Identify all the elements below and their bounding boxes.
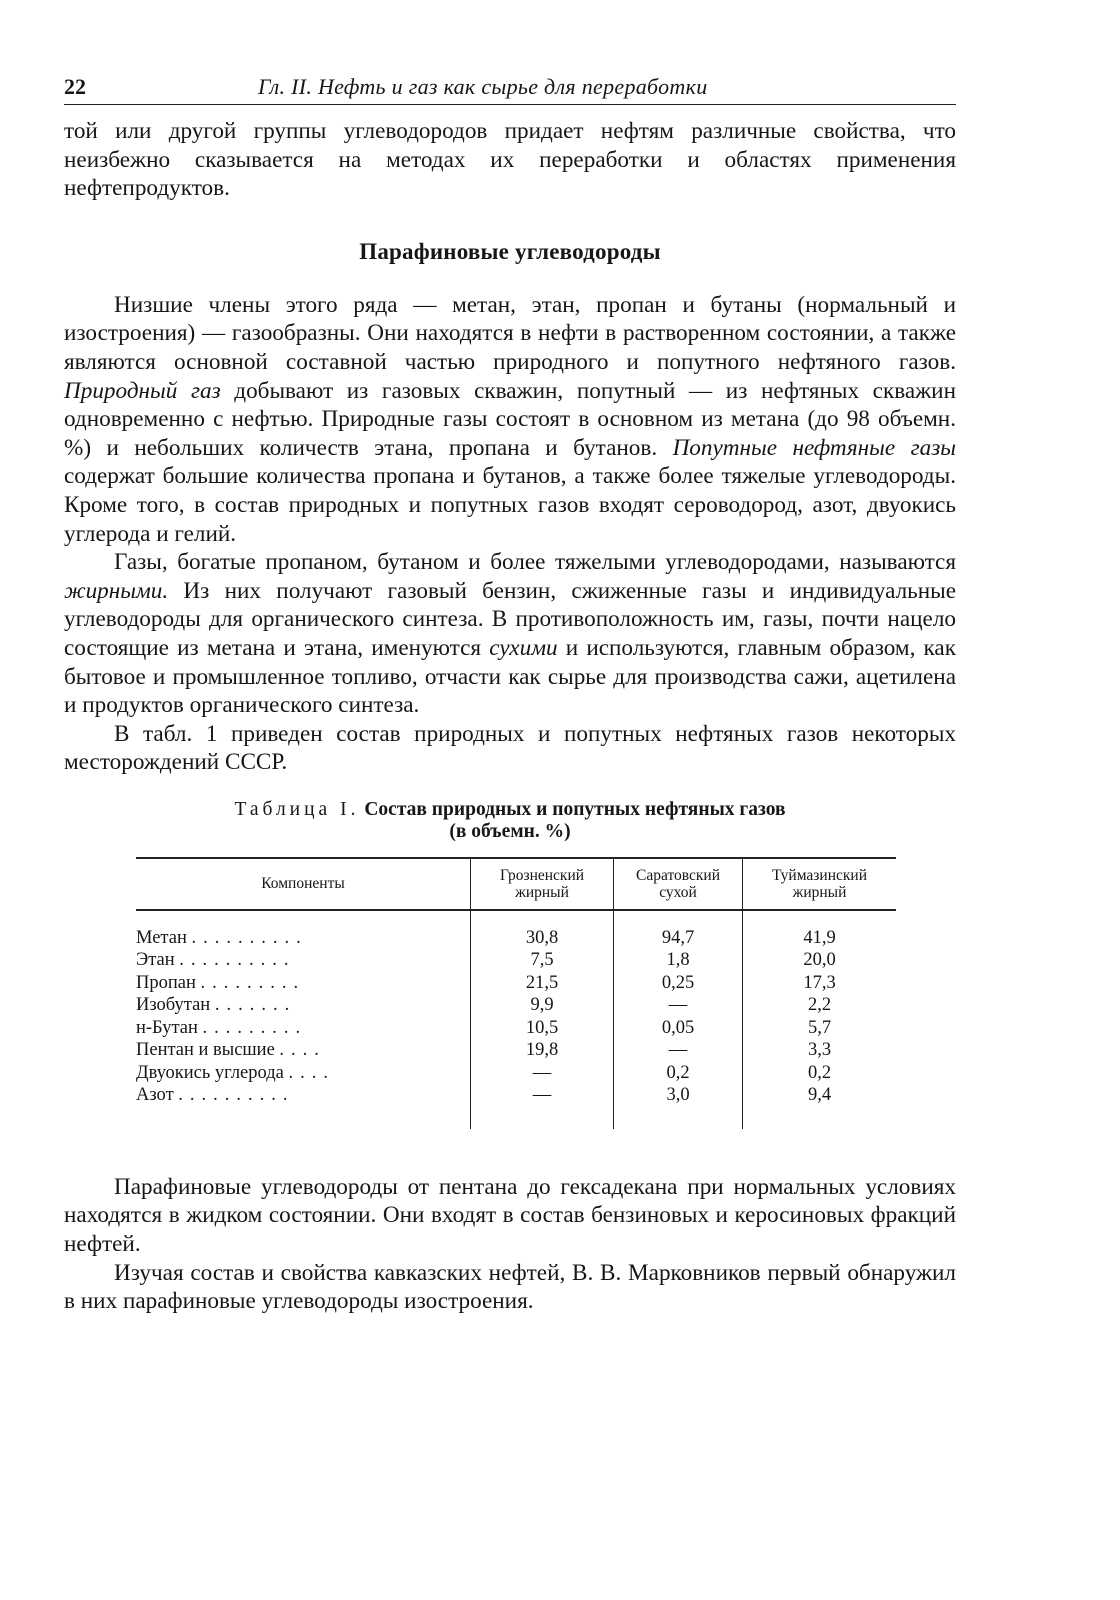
value-cell: 0,05 xyxy=(614,1017,743,1040)
value-cell: 10,5 xyxy=(471,1017,614,1040)
leader-dots: .... xyxy=(279,1040,326,1061)
table-row xyxy=(136,1017,896,1040)
leader-dots: .......... xyxy=(178,1085,295,1106)
term-natural-gas: Природный газ xyxy=(64,377,221,404)
table-row xyxy=(136,1084,896,1129)
value-cell: 3,0 xyxy=(614,1084,743,1129)
paragraph-markovnikov: Изучая состав и свойства кавказских нефтей, В. В. Марковников первый обнаружил в них парафиновые углеводороды изостроения. xyxy=(64,1259,956,1315)
table-title: Состав природных и попутных нефтяных газов xyxy=(364,798,786,820)
component-name: Азот xyxy=(136,1085,174,1106)
header-tuymazy: Туймазинский жирный xyxy=(743,858,897,910)
value-cell: 94,7 xyxy=(614,927,743,950)
component-name: н-Бутан xyxy=(136,1017,198,1038)
term-dry: сухими xyxy=(489,634,558,661)
component-cell xyxy=(136,927,471,950)
table-row xyxy=(136,927,896,950)
page-number: 22 xyxy=(64,74,86,99)
header-grozny: Грозненский жирный xyxy=(471,858,614,910)
component-name: Изобутан xyxy=(136,995,211,1016)
value-cell: 41,9 xyxy=(743,927,897,950)
value-cell: 5,7 xyxy=(743,1017,897,1040)
value-cell: 3,3 xyxy=(743,1039,897,1062)
leader-dots: ....... xyxy=(214,995,297,1016)
value-cell: — xyxy=(471,1062,614,1085)
component-cell xyxy=(136,1039,471,1062)
leader-dots: ......... xyxy=(200,972,306,993)
table-subtitle: (в объемн. %) xyxy=(449,820,571,842)
table-row xyxy=(136,994,896,1017)
leader-dots: ......... xyxy=(202,1017,308,1038)
table-header-row xyxy=(136,858,896,910)
term-rich: жирными. xyxy=(64,577,169,604)
text-run: добывают из газовых скважин, попутный — из нефтяных скважин одновременно с нефтью. Природные газы состоят в основном из метана (до 98 объемн. %) и небольших количеств этана, пропана и бутанов. xyxy=(64,377,957,461)
value-cell: 30,8 xyxy=(471,927,614,950)
value-cell: — xyxy=(471,1084,614,1129)
text-run: Газы, богатые пропаном, бутаном и более тяжелыми углеводородами, называются xyxy=(114,549,956,576)
text-run: содержат большие количества пропана и бутанов, а также более тяжелые углеводороды. Кроме того, в состав природных и попутных газов входят сероводород, азот, двуокись углерода и гелий. xyxy=(64,463,956,547)
component-name: Метан xyxy=(136,927,187,948)
value-cell: 7,5 xyxy=(471,949,614,972)
leader-dots: .......... xyxy=(191,927,308,948)
paragraph-rich-gases xyxy=(64,548,956,720)
component-cell xyxy=(136,1084,471,1129)
table-row xyxy=(136,1039,896,1062)
gas-composition-table xyxy=(136,857,896,1129)
table-caption xyxy=(64,799,956,843)
component-cell xyxy=(136,1017,471,1040)
chapter-title: Гл. II. Нефть и газ как сырье для переработки xyxy=(258,74,708,99)
component-cell xyxy=(136,994,471,1017)
component-cell xyxy=(136,1062,471,1085)
value-cell: 1,8 xyxy=(614,949,743,972)
intro-paragraph: той или другой группы углеводородов придает нефтям различные свойства, что неизбежно сказывается на методах их переработки и областях применения нефтепродуктов. xyxy=(64,118,956,202)
component-name: Пропан xyxy=(136,972,196,993)
text-run: и используются, главным образом, как бытовое и промышленное топливо, отчасти как сырье для производства сажи, ацетилена и продуктов органического синтеза. xyxy=(64,634,956,719)
table-label: Таблица I. xyxy=(234,798,360,820)
paragraph-lower-members xyxy=(64,291,956,548)
value-cell: 21,5 xyxy=(471,972,614,995)
leader-dots: .......... xyxy=(179,950,296,971)
value-cell: 17,3 xyxy=(743,972,897,995)
book-page xyxy=(64,72,956,1316)
value-cell: 9,9 xyxy=(471,994,614,1017)
paragraph-table-reference: В табл. 1 приведен состав природных и попутных нефтяных газов некоторых месторождений СССР. xyxy=(64,720,956,776)
value-cell: 20,0 xyxy=(743,949,897,972)
running-head xyxy=(64,72,956,105)
component-cell xyxy=(136,972,471,995)
value-cell: 0,2 xyxy=(743,1062,897,1085)
paragraph-paraffins-liquid: Парафиновые углеводороды от пентана до гексадекана при нормальных условиях находятся в жидком состоянии. Они входят в состав бензиновых и керосиновых фракций нефтей. xyxy=(64,1173,956,1258)
component-cell xyxy=(136,949,471,972)
text-run: Низшие члены этого ряда — метан, этан, пропан и бутаны (нормальный и изостроения) — газообразны. Они находятся в нефти в растворенном состоянии, а также являются основной составной частью природного и попутного нефтяного газов. xyxy=(64,291,956,375)
table-row xyxy=(136,1062,896,1085)
component-name: Пентан и высшие xyxy=(136,1040,275,1061)
value-cell: 2,2 xyxy=(743,994,897,1017)
value-cell: 9,4 xyxy=(743,1084,897,1129)
value-cell: 0,25 xyxy=(614,972,743,995)
value-cell: 19,8 xyxy=(471,1039,614,1062)
header-saratov: Саратовский сухой xyxy=(614,858,743,910)
header-components: Компоненты xyxy=(136,858,471,910)
table-body xyxy=(136,910,896,1129)
spacer-row xyxy=(136,910,896,927)
component-name: Этан xyxy=(136,950,175,971)
leader-dots: .... xyxy=(288,1062,335,1083)
value-cell: — xyxy=(614,1039,743,1062)
table-row xyxy=(136,972,896,995)
term-associated-gas: Попутные нефтяные газы xyxy=(672,434,956,461)
value-cell: — xyxy=(614,994,743,1017)
section-heading: Парафиновые углеводороды xyxy=(359,238,661,264)
component-name: Двуокись углерода xyxy=(136,1062,284,1083)
value-cell: 0,2 xyxy=(614,1062,743,1085)
text-run: Из них получают газовый бензин, сжиженные газы и индивидуальные углеводороды для органического синтеза. В противоположность им, газы, почти нацело состоящие из метана и этана, именуются xyxy=(64,577,956,661)
table-row xyxy=(136,949,896,972)
